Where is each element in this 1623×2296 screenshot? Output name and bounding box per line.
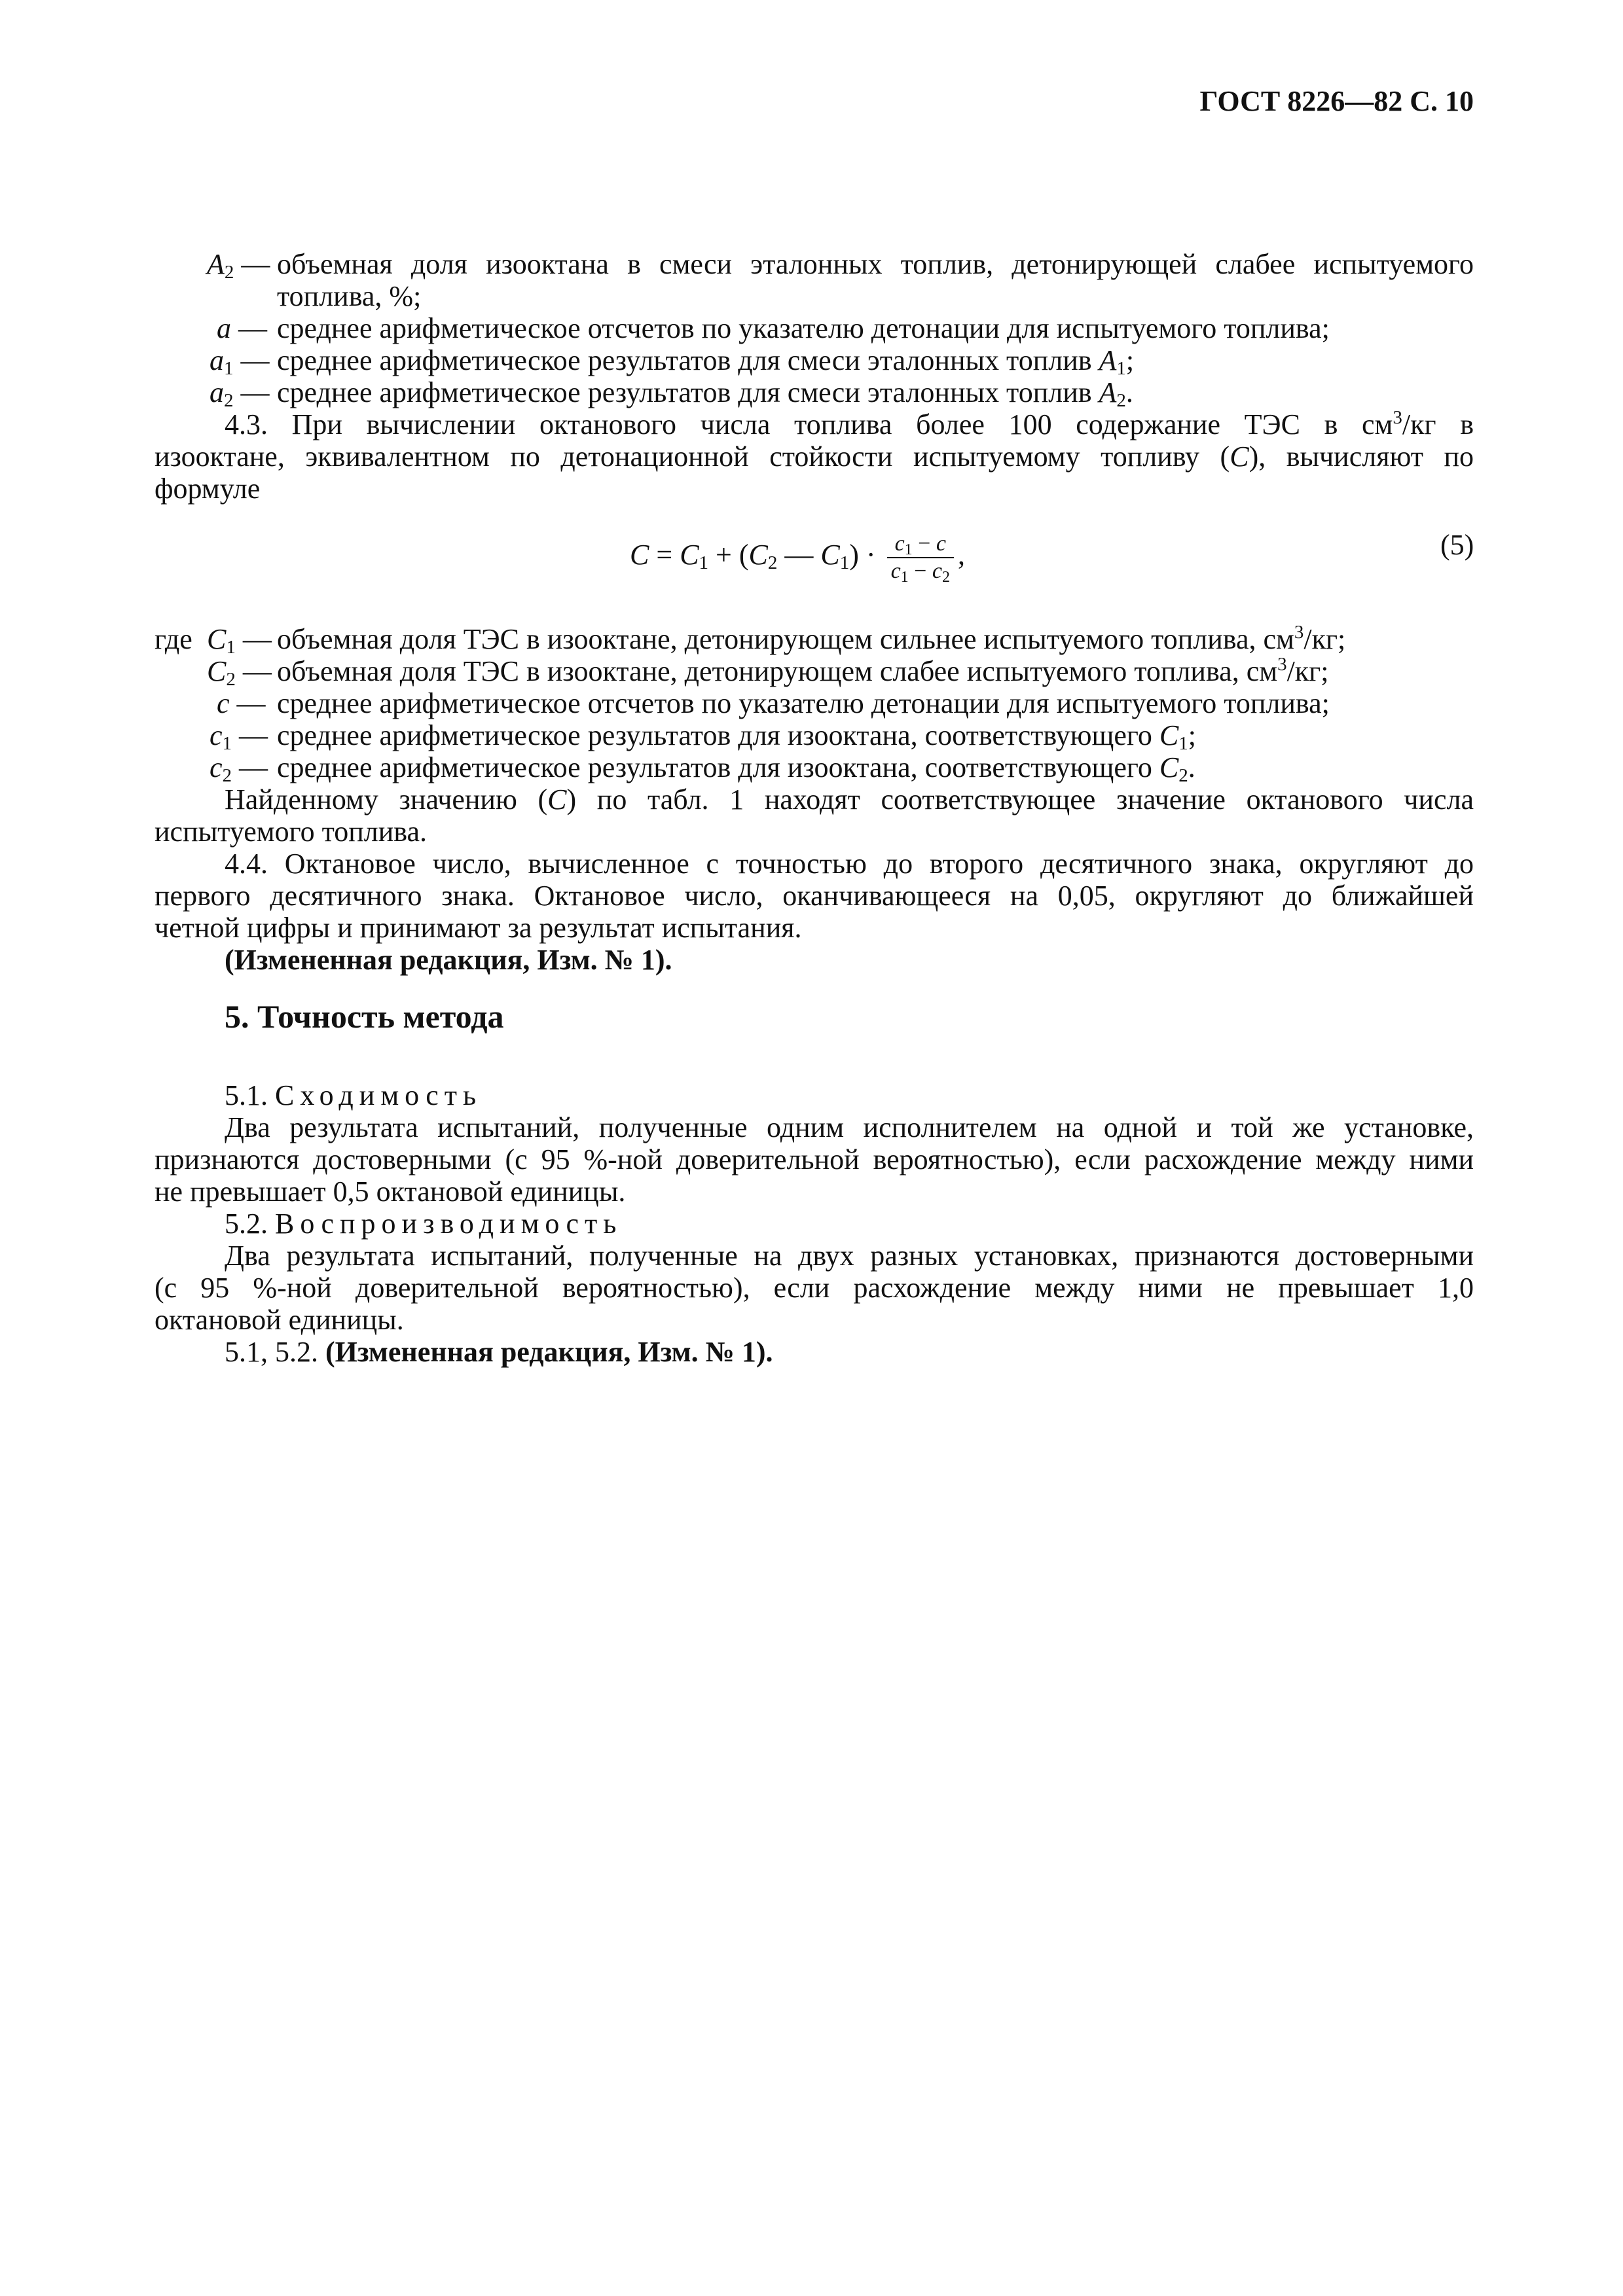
definition-a2-continuation: топлива, %;: [277, 280, 422, 312]
definitions-lead: [155, 623, 192, 655]
symbol-ref: A: [1099, 344, 1117, 376]
fraction-numerator: $c_1 - c$: [887, 531, 954, 558]
paragraph-4-4-line-3: четной цифры и принимают за результат испытания.: [155, 912, 802, 944]
text: объемная доля ТЭС в изооктане, детонирующем слабее испытуемого топлива, см: [277, 655, 1278, 687]
text: изооктане, эквивалентном по детонационной стойкости испытуемому топливу (: [155, 440, 1230, 473]
definition-c1: $c_1$ —: [210, 719, 268, 754]
definition-C2-text: [277, 655, 1328, 687]
formula-5: $C = C_1 + (C_2$ — $C_1$) · $\frac{c_1 - c}{c_1 - c_2}$ ,: [630, 531, 965, 586]
superscript: 3: [1393, 408, 1402, 428]
formula-lhs: C: [630, 539, 649, 571]
definition-C1: $C_1$ —: [207, 623, 272, 658]
paragraph-found-line-1: [225, 783, 1474, 816]
subsection-title: Сходимость: [275, 1079, 483, 1111]
definition-c2: $c_2$ —: [210, 751, 268, 786]
symbol: C: [207, 623, 227, 655]
subsection-5-1-line-2: признаются достоверными (с 95 %-ной доверительной вероятностью), если расхождение между ними: [155, 1143, 1474, 1175]
formula-c1b: C: [820, 539, 840, 571]
page-header: ГОСТ 8226—82 С. 10: [1199, 85, 1474, 117]
amendment-note-5: [225, 1336, 773, 1368]
subscript: 1: [224, 358, 234, 379]
symbol: a: [217, 312, 231, 344]
text: среднее арифметическое результатов для изооктана, соответствующего: [277, 751, 1152, 783]
definition-C2: $C_2$ —: [207, 655, 272, 690]
text: объемная доля ТЭС в изооктане, детонирующем сильнее испытуемого топлива, см: [277, 623, 1294, 655]
amendment-refs: 5.1, 5.2.: [225, 1336, 318, 1368]
symbol: c: [210, 751, 223, 783]
symbol: a: [210, 376, 224, 408]
text: /кг;: [1286, 655, 1329, 687]
text: Найденному значению (: [225, 783, 548, 816]
punct: .: [1188, 751, 1195, 783]
symbol: c: [217, 687, 230, 719]
subsection-5-2-line-1: Два результата испытаний, полученные на двух разных установках, признаются достоверными: [225, 1240, 1474, 1272]
subscript-ref: 1: [1178, 733, 1188, 754]
subsection-5-2-line-2: (с 95 %-ной доверительной вероятностью), если расхождение между ними не превышает 1,0: [155, 1272, 1474, 1304]
symbol: C: [207, 655, 227, 687]
subscript-ref: 2: [1178, 765, 1188, 786]
formula-comma: ,: [957, 539, 965, 571]
text: среднее арифметическое результатов для изооктана, соответствующего: [277, 719, 1152, 751]
fraction-denominator: $c_1 - c_2$: [890, 558, 950, 586]
paragraph-found-line-2: испытуемого топлива.: [155, 816, 428, 848]
fraction: [887, 531, 954, 584]
paragraph-4-3-line-3: формуле: [155, 473, 261, 505]
subscript: 2: [226, 669, 236, 690]
subscript-ref: 2: [1116, 390, 1126, 411]
section-heading-5: 5. Точность метода: [225, 998, 504, 1035]
definition-c1-text: [277, 719, 1196, 754]
definition-a2: $A_2$ —: [207, 248, 270, 283]
subscript: 1: [226, 637, 236, 658]
definition-a: a —: [217, 312, 267, 344]
symbol: c: [210, 719, 223, 751]
definition-a2-text: объемная доля изооктана в смеси эталонных топлив, детонирующей слабее испытуемого: [277, 248, 1474, 280]
symbol-ref: C: [1159, 719, 1179, 751]
text: /кг;: [1304, 623, 1346, 655]
subsection-5-1-line-3: не превышает 0,5 октановой единицы.: [155, 1175, 626, 1208]
subsection-title: Воспроизводимость: [275, 1208, 623, 1240]
formula-c2: C: [748, 539, 768, 571]
definition-a2-small-text: [277, 376, 1133, 411]
paragraph-4-3-line-1: [225, 408, 1474, 440]
subsection-5-2-title: [225, 1208, 622, 1240]
subsection-5-1-title: [225, 1079, 482, 1111]
paragraph-4-4-line-2: первого десятичного знака. Октановое число, оканчивающееся на 0,05, округляют до ближайшей: [155, 880, 1474, 912]
paragraph-4-3-line-2: [155, 440, 1474, 473]
minus-sign: —: [784, 539, 814, 571]
subsection-number: 5.2.: [225, 1208, 268, 1240]
equals-sign: =: [656, 539, 673, 571]
text: 4.3. При вычислении октанового числа топлива более 100 содержание ТЭС в см: [225, 408, 1393, 440]
text: среднее арифметическое результатов для смеси эталонных топлив: [277, 376, 1092, 408]
symbol: C: [1230, 440, 1249, 473]
amendment-note-4-4: (Измененная редакция, Изм. № 1).: [225, 944, 672, 976]
text: среднее арифметическое результатов для смеси эталонных топлив: [277, 344, 1092, 376]
text: ), вычисляют по: [1249, 440, 1474, 473]
definition-a1: $a_1$ —: [210, 344, 270, 379]
formula-c1: C: [680, 539, 699, 571]
subsection-5-2-line-3: октановой единицы.: [155, 1304, 404, 1336]
symbol: C: [547, 783, 567, 816]
symbol: a: [210, 344, 224, 376]
subscript-ref: 1: [1116, 358, 1126, 379]
definition-a2-small: $a_2$ —: [210, 376, 270, 411]
definition-a1-text: [277, 344, 1135, 379]
subsection-5-1-line-1: Два результата испытаний, полученные одним исполнителем на одной и той же установке,: [225, 1111, 1474, 1143]
subscript: 2: [222, 765, 232, 786]
subsection-number: 5.1.: [225, 1079, 268, 1111]
punct: .: [1125, 376, 1133, 408]
subscript: 1: [699, 552, 709, 573]
definition-C1-text: [277, 623, 1345, 655]
paragraph-4-4-line-1: 4.4. Октановое число, вычисленное с точностью до второго десятичного знака, округляют до: [225, 848, 1474, 880]
formula-number: (5): [1440, 529, 1474, 561]
subscript: 2: [767, 552, 778, 573]
subscript: 2: [224, 390, 234, 411]
symbol-ref: A: [1099, 376, 1117, 408]
amendment-text: (Измененная редакция, Изм. № 1).: [325, 1336, 773, 1368]
where-word: где: [155, 623, 192, 655]
plus-sign: +: [716, 539, 732, 571]
text: /кг в: [1402, 408, 1474, 440]
subscript: 1: [222, 733, 232, 754]
punct: ;: [1125, 344, 1135, 376]
symbol: A: [207, 248, 225, 280]
symbol-ref: C: [1159, 751, 1179, 783]
definition-c-text: среднее арифметическое отсчетов по указателю детонации для испытуемого топлива;: [277, 687, 1330, 719]
superscript: 3: [1294, 622, 1304, 643]
superscript: 3: [1277, 654, 1287, 675]
punct: ;: [1188, 719, 1196, 751]
subscript: 2: [224, 262, 234, 283]
definition-c2-text: [277, 751, 1195, 786]
definition-c: c —: [217, 687, 266, 719]
text: ) по табл. 1 находят соответствующее значение октанового числа: [566, 783, 1474, 816]
definition-a-text: среднее арифметическое отсчетов по указателю детонации для испытуемого топлива;: [277, 312, 1330, 344]
subscript: 1: [839, 552, 850, 573]
dot-operator: ·: [866, 539, 876, 571]
